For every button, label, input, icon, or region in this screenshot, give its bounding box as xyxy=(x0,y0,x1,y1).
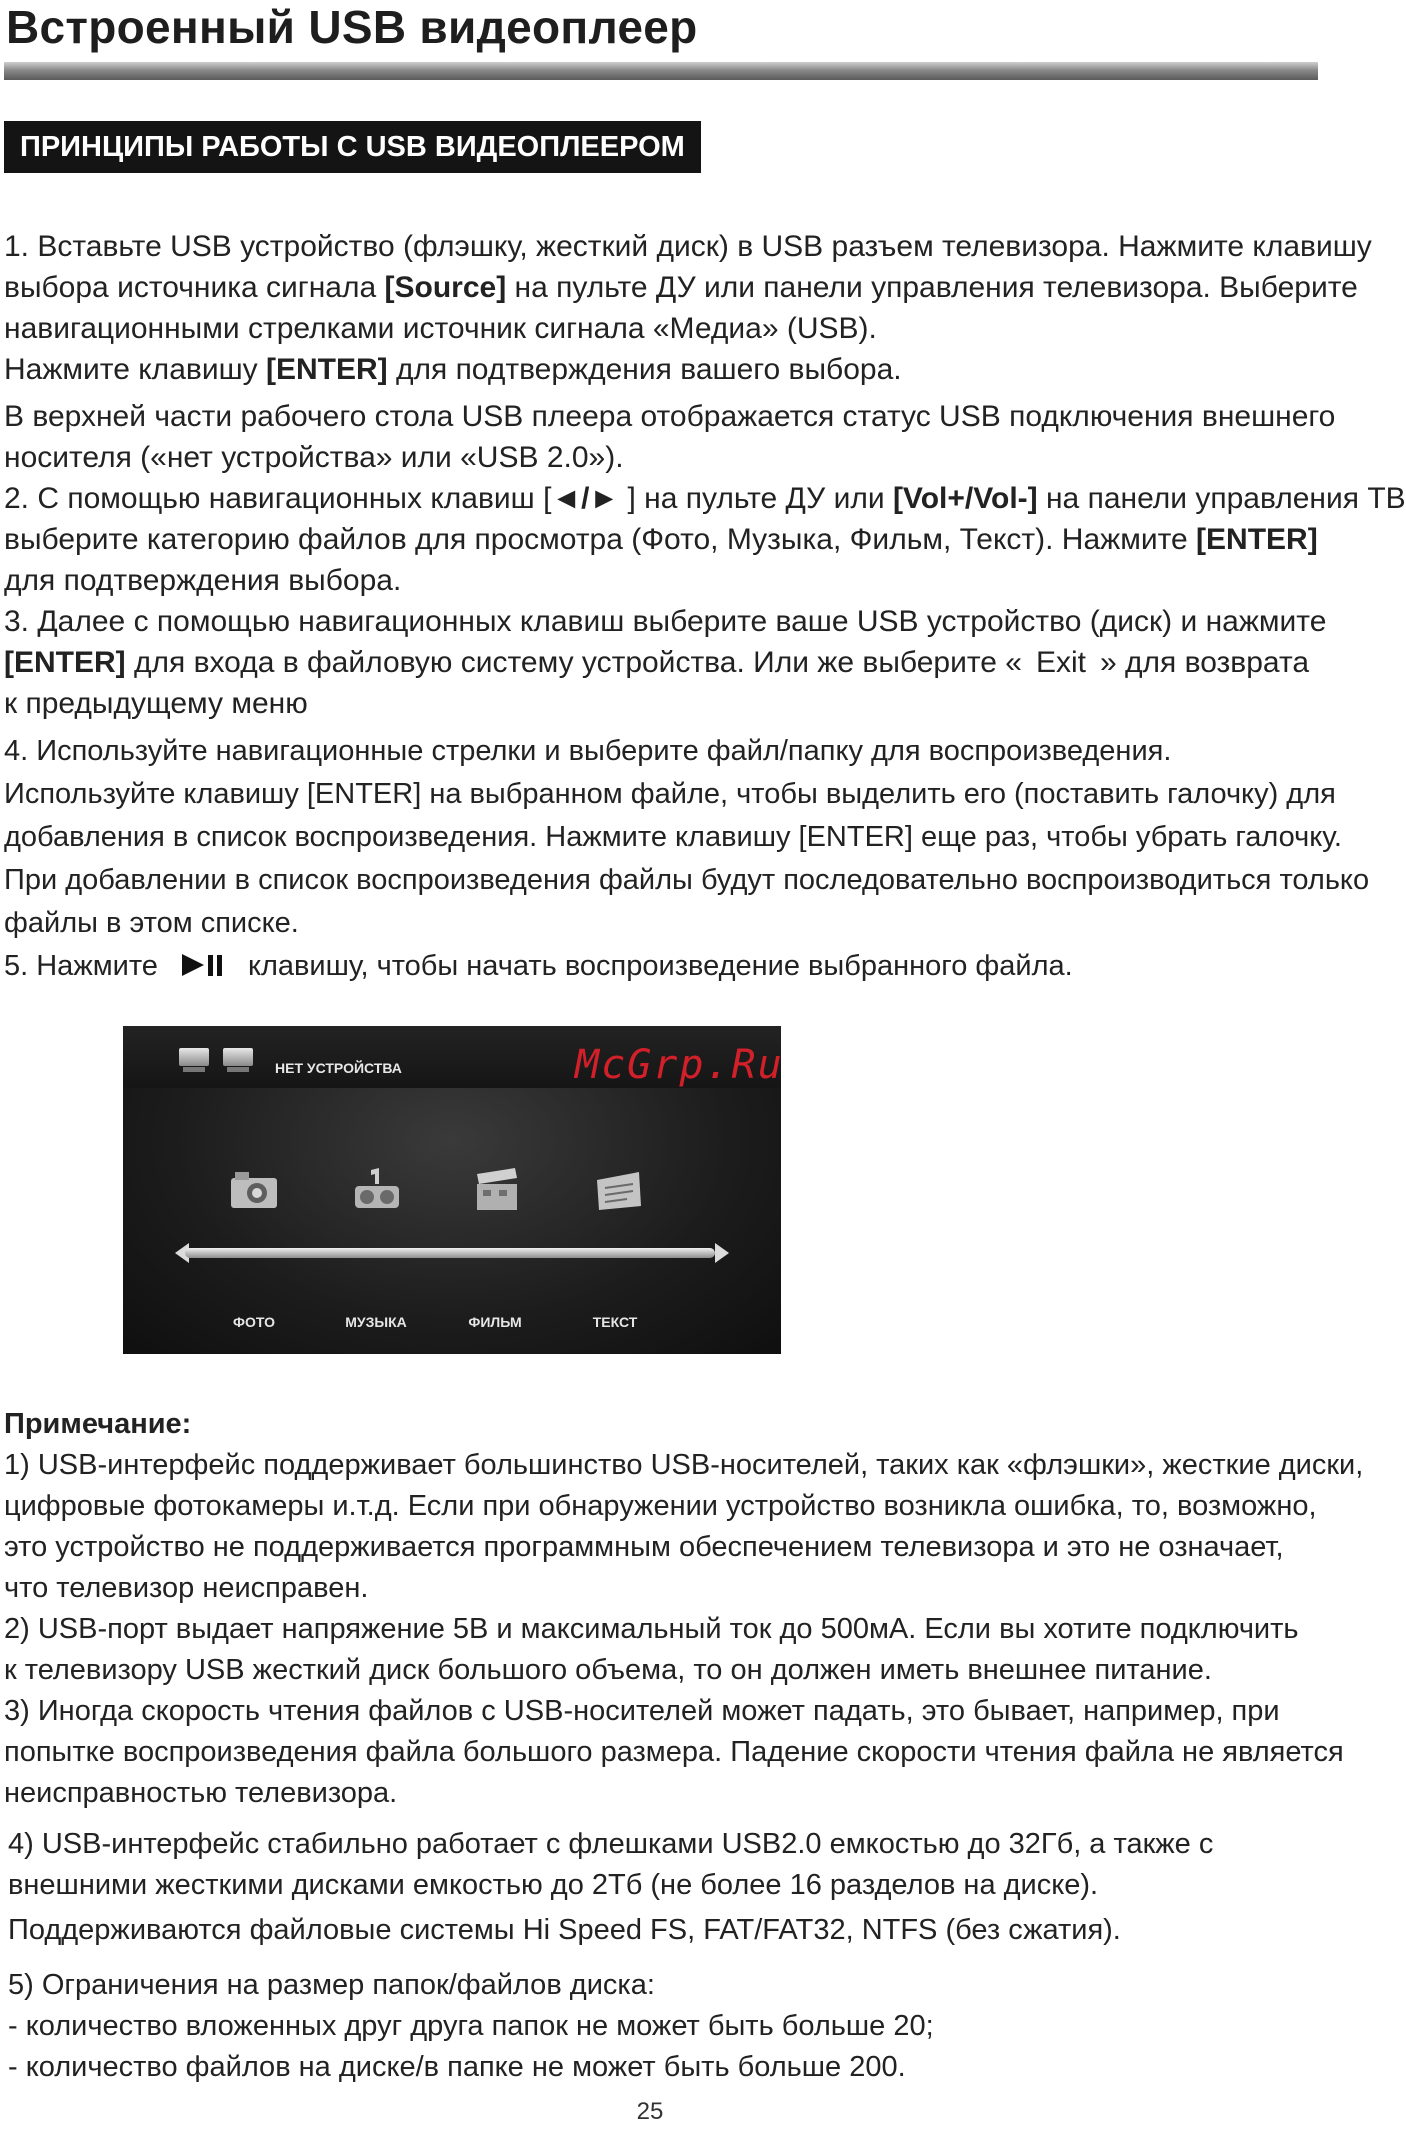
note-1-line: 1) USB-интерфейс поддерживает большинство USB-носителей, таких как «флэшки», жесткие диски, xyxy=(4,1449,1364,1481)
watermark-text: McGrp.Ru xyxy=(575,1042,784,1088)
note-4-line: 4) USB-интерфейс стабильно работает с флешками USB2.0 емкостью до 32Гб, а также с xyxy=(8,1828,1214,1860)
usb-status-text: НЕТ УСТРОЙСТВА xyxy=(275,1060,402,1076)
category-label-music: МУЗЫКА xyxy=(345,1314,407,1330)
usb-status-icon xyxy=(179,1048,209,1066)
step-2-line: выберите категорию файлов для просмотра (Фото, Музыка, Фильм, Текст). Нажмите [ENTER] xyxy=(4,523,1318,556)
note-4-line: Поддерживаются файловые системы Hi Speed FS, FAT/FAT32, NTFS (без сжатия). xyxy=(8,1914,1121,1946)
notes-block xyxy=(4,1404,1364,2088)
category-label-film: ФИЛЬМ xyxy=(468,1314,522,1330)
key-enter: [ENTER] xyxy=(265,353,388,386)
step-4-line: 4. Используйте навигационные стрелки и выберите файл/папку для воспроизведения. xyxy=(4,735,1172,767)
note-2-line: к телевизору USB жесткий диск большого объема, то он должен иметь внешнее питание. xyxy=(4,1654,1212,1686)
note-5-line: - количество вложенных друг друга папок не может быть больше 20; xyxy=(8,2010,934,2042)
step-4-line: файлы в этом списке. xyxy=(4,907,299,939)
step-1-line: выбора источника сигнала [Source] на пульте ДУ или панели управления телевизора. Выберите xyxy=(4,271,1358,304)
step-5-line: 5. Нажмите клавишу, чтобы начать воспроизведение выбранного файла. xyxy=(4,950,1073,982)
step-4-line: При добавлении в список воспроизведения файлы будут последовательно воспроизводиться только xyxy=(4,864,1370,896)
note-2-line: 2) USB-порт выдает напряжение 5В и максимальный ток до 500мА. Если вы хотите подключить xyxy=(4,1613,1299,1645)
note-1-line: что телевизор неисправен. xyxy=(4,1572,369,1604)
step-3-line: [ENTER] для входа в файловую систему устройства. Или же выберите « Exit » для возврата xyxy=(4,646,1310,679)
usb-status-icon xyxy=(223,1048,253,1066)
arrow-right-icon xyxy=(715,1243,729,1263)
key-source: [Source] xyxy=(384,271,507,304)
note-1-line: цифровые фотокамеры и.т.д. Если при обнаружении устройство возникла ошибка, то, возможно, xyxy=(4,1490,1317,1522)
step-3-line: 3. Далее с помощью навигационных клавиш выберите ваше USB устройство (диск) и нажмите xyxy=(4,605,1327,638)
title-divider xyxy=(4,62,1318,80)
step-1-line: В верхней части рабочего стола USB плеера отображается статус USB подключения внешнего xyxy=(4,400,1336,433)
key-exit: Exit xyxy=(1035,646,1086,679)
note-3-line: 3) Иногда скорость чтения файлов с USB-носителей может падать, это бывает, например, при xyxy=(4,1695,1280,1727)
text-icon xyxy=(591,1166,645,1214)
note-3-line: попытке воспроизведения файла большого размера. Падение скорости чтения файла не является xyxy=(4,1736,1344,1768)
category-label-photo: ФОТО xyxy=(233,1314,275,1330)
notes-heading: Примечание: xyxy=(4,1408,192,1440)
category-scroll-track xyxy=(185,1248,715,1258)
step-4-line: Используйте клавишу [ENTER] на выбранном файле, чтобы выделить его (поставить галочку) для xyxy=(4,778,1336,810)
note-5-line: 5) Ограничения на размер папок/файлов диска: xyxy=(8,1969,655,2001)
key-enter: [ENTER] xyxy=(1196,523,1318,556)
step-1-line: Нажмите клавишу [ENTER] для подтверждения вашего выбора. xyxy=(4,353,902,386)
page-title: Встроенный USB видеоплеер xyxy=(6,1,698,53)
step-1-line: 1. Вставьте USB устройство (флэшку, жесткий диск) в USB разъем телевизора. Нажмите клавишу xyxy=(4,230,1372,263)
usb-menu-screenshot xyxy=(123,1026,784,1354)
note-3-line: неисправностью телевизора. xyxy=(4,1777,398,1809)
note-4-line: внешними жесткими дисками емкостью до 2Тб (не более 16 разделов на диске). xyxy=(8,1869,1099,1901)
step-1-line: носителя («нет устройства» или «USB 2.0»). xyxy=(4,441,624,474)
step-1-line: навигационными стрелками источник сигнала «Медиа» (USB). xyxy=(4,312,877,345)
page-number: 25 xyxy=(636,2098,664,2125)
section-heading: ПРИНЦИПЫ РАБОТЫ С USB ВИДЕОПЛЕЕРОМ xyxy=(4,121,701,173)
note-5-line: - количество файлов на диске/в папке не может быть больше 200. xyxy=(8,2051,906,2083)
instructions-block xyxy=(4,226,1406,988)
photo-icon xyxy=(227,1166,281,1214)
step-2-line: 2. С помощью навигационных клавиш [◄/► ] на пульте ДУ или [Vol+/Vol-] на панели управления ТВ xyxy=(4,482,1406,515)
step-2-line: для подтверждения выбора. xyxy=(4,564,402,597)
note-1-line: это устройство не поддерживается программным обеспечением телевизора и это не означает, xyxy=(4,1531,1284,1563)
category-label-text: ТЕКСТ xyxy=(592,1314,638,1330)
step-3-line: к предыдущему меню xyxy=(4,687,308,720)
key-enter: [ENTER] xyxy=(4,646,126,679)
step-4-line: добавления в список воспроизведения. Нажмите клавишу [ENTER] еще раз, чтобы убрать галочку. xyxy=(4,821,1342,853)
key-vol: [Vol+/Vol-] xyxy=(892,482,1038,515)
music-icon xyxy=(349,1166,403,1214)
film-icon xyxy=(469,1166,523,1214)
key-arrows: ◄/► xyxy=(551,482,620,515)
play-pause-icon xyxy=(178,952,226,978)
